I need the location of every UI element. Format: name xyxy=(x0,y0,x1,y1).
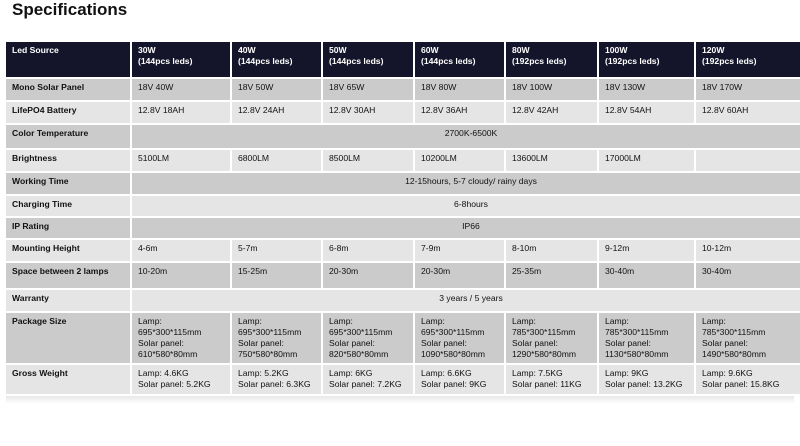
value-line: Solar panel: xyxy=(421,338,467,348)
header-model-leds: (192pcs leds) xyxy=(702,56,757,66)
value-cell: 10-12m xyxy=(696,240,800,261)
value-line: Solar panel: xyxy=(138,338,184,348)
value-line: Solar panel: 5.2KG xyxy=(138,379,211,389)
value-cell: 8500LM xyxy=(323,150,413,171)
value-cell: 8-10m xyxy=(506,240,597,261)
row-label: Package Size xyxy=(6,313,130,363)
value-line: Solar panel: xyxy=(512,338,558,348)
value-cell: 18V 100W xyxy=(506,79,597,100)
header-model-power: 50W xyxy=(329,45,347,55)
row-label: LifePO4 Battery xyxy=(6,102,130,123)
table-row xyxy=(6,173,800,194)
value-cell: 6800LM xyxy=(232,150,321,171)
value-cell xyxy=(506,365,597,394)
header-model-leds: (144pcs leds) xyxy=(421,56,476,66)
value-cell xyxy=(232,313,321,363)
value-cell: 18V 130W xyxy=(599,79,694,100)
header-model-power: 100W xyxy=(605,45,628,55)
value-line: 695*300*115mm xyxy=(421,327,485,337)
table-row xyxy=(6,196,800,216)
value-line: Lamp: xyxy=(702,316,726,326)
value-line: Lamp: 6.6KG xyxy=(421,368,472,378)
value-cell: 12.8V 54AH xyxy=(599,102,694,123)
value-line: Solar panel: 6.3KG xyxy=(238,379,311,389)
table-header-row xyxy=(6,42,800,77)
row-label: Warranty xyxy=(6,290,130,311)
table-row xyxy=(6,313,800,363)
header-model-power: 40W xyxy=(238,45,256,55)
value-cell xyxy=(696,313,800,363)
header-model-power: 60W xyxy=(421,45,439,55)
value-cell xyxy=(323,313,413,363)
value-cell: 17000LM xyxy=(599,150,694,171)
value-cell: 18V 50W xyxy=(232,79,321,100)
row-label: Gross Weight xyxy=(6,365,130,394)
value-line: Lamp: 9KG xyxy=(605,368,649,378)
value-line: Solar panel: 7.2KG xyxy=(329,379,402,389)
row-label: Color Temperature xyxy=(6,125,130,148)
row-label: IP Rating xyxy=(6,218,130,238)
value-line: Solar panel: 13.2KG xyxy=(605,379,683,389)
value-cell: 12.8V 18AH xyxy=(132,102,230,123)
value-line: Lamp: 7.5KG xyxy=(512,368,563,378)
merged-value-cell: 6-8hours xyxy=(132,196,800,216)
value-cell: 12.8V 36AH xyxy=(415,102,504,123)
value-cell: 15-25m xyxy=(232,263,321,288)
value-cell: 30-40m xyxy=(696,263,800,288)
value-cell xyxy=(232,365,321,394)
value-line: 820*580*80mm xyxy=(329,349,389,359)
table-row xyxy=(6,240,800,261)
value-line: 1290*580*80mm xyxy=(512,349,577,359)
row-label: Charging Time xyxy=(6,196,130,216)
value-line: Lamp: xyxy=(421,316,445,326)
table-row xyxy=(6,290,800,311)
header-model-30w xyxy=(132,42,230,77)
value-cell xyxy=(132,365,230,394)
value-line: Lamp: 5.2KG xyxy=(238,368,289,378)
table-row xyxy=(6,79,800,100)
header-model-120w xyxy=(696,42,800,77)
value-line: Solar panel: 11KG xyxy=(512,379,582,389)
header-label: Led Source xyxy=(6,42,130,77)
value-line: 785*300*115mm xyxy=(702,327,766,337)
table-row xyxy=(6,263,800,288)
header-model-50w xyxy=(323,42,413,77)
value-cell: 4-6m xyxy=(132,240,230,261)
value-cell xyxy=(696,150,800,171)
table-row xyxy=(6,150,800,171)
value-cell: 18V 170W xyxy=(696,79,800,100)
value-cell xyxy=(506,313,597,363)
page-title: Specifications xyxy=(12,0,128,19)
value-cell: 30-40m xyxy=(599,263,694,288)
value-line: 1130*580*80mm xyxy=(605,349,669,359)
table-row xyxy=(6,365,800,394)
value-cell xyxy=(415,313,504,363)
header-model-leds: (192pcs leds) xyxy=(605,56,660,66)
row-label: Mono Solar Panel xyxy=(6,79,130,100)
value-line: Lamp: 6KG xyxy=(329,368,373,378)
value-line: 785*300*115mm xyxy=(605,327,669,337)
value-cell: 12.8V 42AH xyxy=(506,102,597,123)
value-cell: 7-9m xyxy=(415,240,504,261)
value-cell xyxy=(415,365,504,394)
value-line: Lamp: 4.6KG xyxy=(138,368,189,378)
value-line: 785*300*115mm xyxy=(512,327,576,337)
value-cell: 18V 40W xyxy=(132,79,230,100)
value-line: 695*300*115mm xyxy=(138,327,202,337)
value-cell: 12.8V 60AH xyxy=(696,102,800,123)
specifications-table xyxy=(4,40,800,396)
row-label: Working Time xyxy=(6,173,130,194)
header-model-leds: (192pcs leds) xyxy=(512,56,567,66)
value-line: Lamp: xyxy=(238,316,262,326)
value-line: 1090*580*80mm xyxy=(421,349,486,359)
value-line: Lamp: xyxy=(138,316,162,326)
value-cell xyxy=(599,365,694,394)
value-cell: 18V 80W xyxy=(415,79,504,100)
value-line: 695*300*115mm xyxy=(329,327,393,337)
value-line: Lamp: 9.6KG xyxy=(702,368,753,378)
value-cell: 6-8m xyxy=(323,240,413,261)
value-line: Lamp: xyxy=(512,316,536,326)
value-cell xyxy=(599,313,694,363)
value-line: Lamp: xyxy=(605,316,629,326)
value-cell: 5100LM xyxy=(132,150,230,171)
value-cell: 9-12m xyxy=(599,240,694,261)
value-cell: 10-20m xyxy=(132,263,230,288)
header-model-60w xyxy=(415,42,504,77)
merged-value-cell: 12-15hours, 5-7 cloudy/ rainy days xyxy=(132,173,800,194)
row-label: Space between 2 lamps xyxy=(6,263,130,288)
value-cell: 20-30m xyxy=(323,263,413,288)
value-cell: 12.8V 24AH xyxy=(232,102,321,123)
specifications-section xyxy=(4,40,798,404)
header-model-80w xyxy=(506,42,597,77)
value-cell: 20-30m xyxy=(415,263,504,288)
merged-value-cell: 3 years / 5 years xyxy=(132,290,800,311)
value-cell: 10200LM xyxy=(415,150,504,171)
table-shadow xyxy=(6,396,794,404)
value-cell xyxy=(132,313,230,363)
value-line: Solar panel: xyxy=(238,338,284,348)
value-line: 695*300*115mm xyxy=(238,327,302,337)
header-model-leds: (144pcs leds) xyxy=(138,56,193,66)
table-row xyxy=(6,125,800,148)
value-line: 1490*580*80mm xyxy=(702,349,767,359)
header-model-power: 120W xyxy=(702,45,725,55)
value-line: Solar panel: 15.8KG xyxy=(702,379,780,389)
header-model-power: 30W xyxy=(138,45,156,55)
value-cell: 25-35m xyxy=(506,263,597,288)
value-cell: 13600LM xyxy=(506,150,597,171)
value-cell: 12.8V 30AH xyxy=(323,102,413,123)
header-model-power: 80W xyxy=(512,45,530,55)
value-line: 610*580*80mm xyxy=(138,349,198,359)
value-line: Lamp: xyxy=(329,316,353,326)
table-row xyxy=(6,218,800,238)
header-model-40w xyxy=(232,42,321,77)
value-cell: 5-7m xyxy=(232,240,321,261)
value-line: Solar panel: xyxy=(605,338,651,348)
value-cell xyxy=(696,365,800,394)
table-row xyxy=(6,102,800,123)
value-line: 750*580*80mm xyxy=(238,349,298,359)
value-cell xyxy=(323,365,413,394)
row-label: Mounting Height xyxy=(6,240,130,261)
header-model-leds: (144pcs leds) xyxy=(238,56,293,66)
value-line: Solar panel: xyxy=(329,338,375,348)
header-model-leds: (144pcs leds) xyxy=(329,56,384,66)
header-model-100w xyxy=(599,42,694,77)
value-line: Solar panel: xyxy=(702,338,748,348)
merged-value-cell: IP66 xyxy=(132,218,800,238)
value-cell: 18V 65W xyxy=(323,79,413,100)
value-line: Solar panel: 9KG xyxy=(421,379,487,389)
merged-value-cell: 2700K-6500K xyxy=(132,125,800,148)
row-label: Brightness xyxy=(6,150,130,171)
